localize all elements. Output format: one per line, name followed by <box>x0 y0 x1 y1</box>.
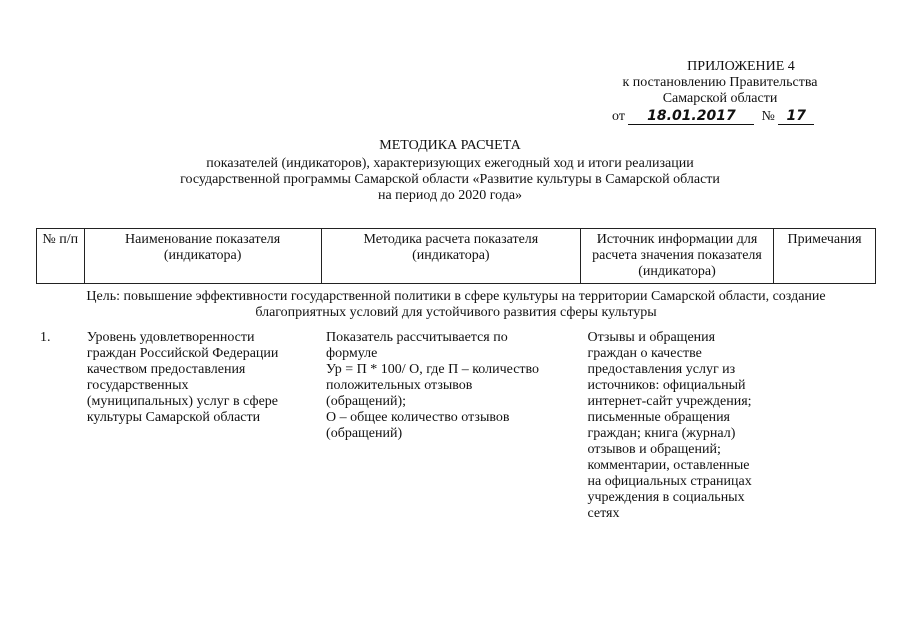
row-indicator-name <box>83 330 322 522</box>
appendix-line-1: к постановлению Правительства <box>622 75 818 90</box>
number-label: № <box>761 109 775 124</box>
source-line: отзывов и обращений; <box>587 442 721 457</box>
goal-line-2: благоприятных условий для устойчивого развития сферы культуры <box>255 305 657 320</box>
document-title: МЕТОДИКА РАСЧЕТА <box>379 138 521 153</box>
header-notes: Примечания <box>774 229 876 284</box>
name-line: (муниципальных) услуг в сфере <box>86 394 279 409</box>
source-line: Отзывы и обращения <box>587 330 716 345</box>
source-line: источников: официальный <box>587 378 746 393</box>
source-line: сетях <box>587 506 620 521</box>
header-indicator-name: Наименование показателя (индикатора) <box>84 229 321 284</box>
signature-line <box>612 109 840 125</box>
name-line: государственных <box>86 378 189 393</box>
handwritten-number: 17 <box>778 109 814 125</box>
method-line: (обращений) <box>326 426 403 441</box>
goal-line-1: Цель: повышение эффективности государственной политики в сфере культуры на территории Самарской области, создание <box>86 289 826 304</box>
method-line: О – общее количество отзывов <box>326 410 510 425</box>
header-number: № п/п <box>37 229 85 284</box>
name-line: культуры Самарской области <box>86 410 261 425</box>
appendix-title: ПРИЛОЖЕНИЕ 4 <box>687 59 795 74</box>
row-calculation-method <box>322 330 583 522</box>
row-information-source <box>583 330 777 522</box>
handwritten-date: 18.01.2017 <box>628 109 754 125</box>
source-line: интернет-сайт учреждения; <box>587 394 752 409</box>
from-label: от <box>612 109 625 124</box>
source-line: письменные обращения <box>587 410 730 425</box>
method-line: Ур = П * 100/ О, где П – количество <box>326 362 540 377</box>
method-line: положительных отзывов <box>326 378 473 393</box>
table-header <box>36 228 876 284</box>
name-line: граждан Российской Федерации <box>86 346 279 361</box>
table-row <box>36 330 876 522</box>
method-line: Показатель рассчитывается по <box>326 330 508 345</box>
source-line: граждан о качестве <box>587 346 702 361</box>
table-body <box>36 330 876 522</box>
appendix-line-2: Самарской области <box>662 91 778 106</box>
subtitle-line-2: государственной программы Самарской области «Развитие культуры в Самарской области <box>180 172 720 187</box>
header-information-source: Источник информации для расчета значения показателя (индикатора) <box>581 229 774 284</box>
source-line: комментарии, оставленные <box>587 458 750 473</box>
subtitle-line-1: показателей (индикаторов), характеризующих ежегодный ход и итоги реализации <box>206 156 694 171</box>
appendix-block <box>600 59 840 125</box>
name-line: Уровень удовлетворенности <box>86 330 255 345</box>
method-line: формуле <box>326 346 378 361</box>
name-line: качеством предоставления <box>86 362 246 377</box>
subtitle-line-3: на период до 2020 года» <box>377 188 523 203</box>
source-line: на официальных страницах <box>587 474 752 489</box>
source-line: учреждения в социальных <box>587 490 745 505</box>
header-calculation-method: Методика расчета показателя (индикатора) <box>321 229 580 284</box>
source-line: граждан; книга (журнал) <box>587 426 736 441</box>
method-line: (обращений); <box>326 394 407 409</box>
row-number: 1. <box>40 330 51 345</box>
document-title-block <box>60 138 840 204</box>
row-notes <box>778 330 876 522</box>
source-line: предоставления услуг из <box>587 362 736 377</box>
goal-statement <box>36 289 876 321</box>
